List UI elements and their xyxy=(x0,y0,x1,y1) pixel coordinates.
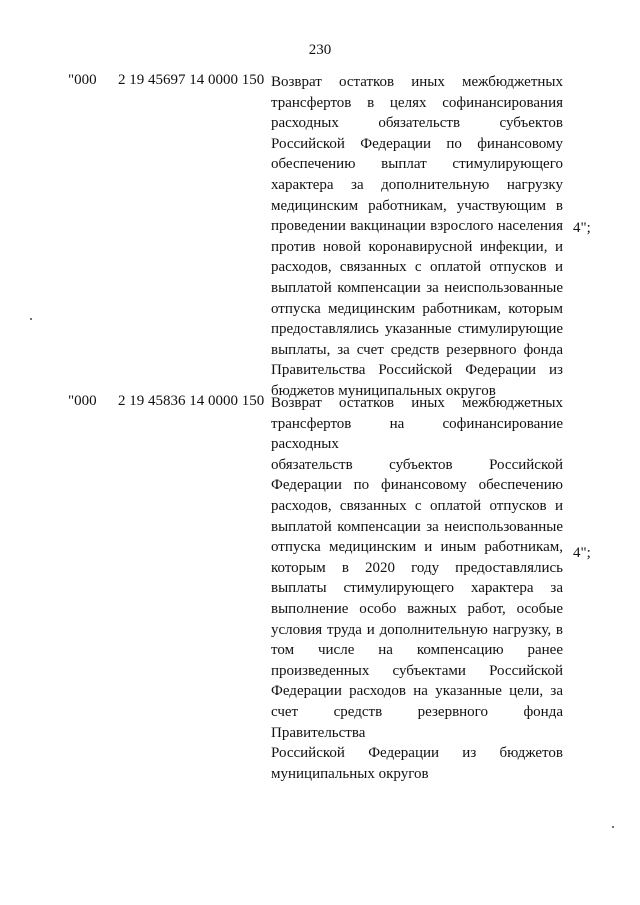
description-line: счет средств резервного фонда Правительства xyxy=(271,703,563,741)
description-line: Правительства Российской Федерации из xyxy=(271,362,563,379)
scan-speck xyxy=(30,318,32,320)
row-description xyxy=(271,393,563,784)
description-line: Российской Федерации из бюджетов xyxy=(271,745,563,762)
description-line: муниципальных округов xyxy=(271,765,429,782)
description-line: расходных обязательств субъектов xyxy=(271,115,563,132)
description-line: которым в 2020 году предоставлялись xyxy=(271,559,563,576)
description-line: против новой коронавирусной инфекции, и xyxy=(271,238,563,255)
description-line: выплаты стимулирующего характера за xyxy=(271,580,563,597)
kbk-code: 2 19 45697 14 0000 150 xyxy=(118,72,265,88)
description-line: обязательств субъектов Российской xyxy=(271,456,563,473)
description-line: обеспечению выплат стимулирующего xyxy=(271,156,563,173)
description-line: выплаты, за счет средств резервного фонда xyxy=(271,341,563,358)
row-suffix: 4"; xyxy=(573,545,591,561)
description-line: медицинским работникам, участвующим в xyxy=(271,197,563,214)
description-line: Федерации расходов на указанные цели, за xyxy=(271,683,563,700)
description-line: Возврат остатков иных межбюджетных xyxy=(271,395,563,411)
page-number: 230 xyxy=(308,42,332,58)
description-line: отпуска медицинским и иным работникам, xyxy=(271,539,563,556)
scan-speck xyxy=(612,826,614,828)
description-line: Федерации по финансовому обеспечению xyxy=(271,477,563,494)
description-line: выплатой компенсации за неиспользованные xyxy=(271,279,563,296)
description-line: выполнение особо важных работ, особые xyxy=(271,600,563,617)
description-line: Возврат остатков иных межбюджетных xyxy=(271,74,563,90)
description-line: трансфертов на софинансирование расходных xyxy=(271,415,563,453)
description-line: бюджетов муниципальных округов xyxy=(271,382,496,399)
description-line: трансфертов в целях софинансирования xyxy=(271,94,563,111)
description-line: расходов, связанных с оплатой отпусков и xyxy=(271,259,563,276)
code-prefix: "000 xyxy=(68,72,97,88)
description-line: проведении вакцинации взрослого населения xyxy=(271,218,563,235)
description-line: Российской Федерации по финансовому xyxy=(271,135,563,152)
kbk-code: 2 19 45836 14 0000 150 xyxy=(118,393,265,409)
row-description xyxy=(271,72,563,402)
description-line: расходов, связанных с оплатой отпусков и xyxy=(271,497,563,514)
description-line: произведенных субъектами Российской xyxy=(271,662,563,679)
description-line: том числе на компенсацию ранее xyxy=(271,642,563,659)
row-suffix: 4"; xyxy=(573,220,591,236)
description-line: условия труда и дополнительную нагрузку, в xyxy=(271,621,563,638)
description-line: выплатой компенсации за неиспользованные xyxy=(271,518,563,535)
description-line: предоставлялись указанные стимулирующие xyxy=(271,321,563,338)
description-line: характера за дополнительную нагрузку xyxy=(271,176,563,193)
description-line: отпуска медицинским работникам, которым xyxy=(271,300,563,317)
code-prefix: "000 xyxy=(68,393,97,409)
